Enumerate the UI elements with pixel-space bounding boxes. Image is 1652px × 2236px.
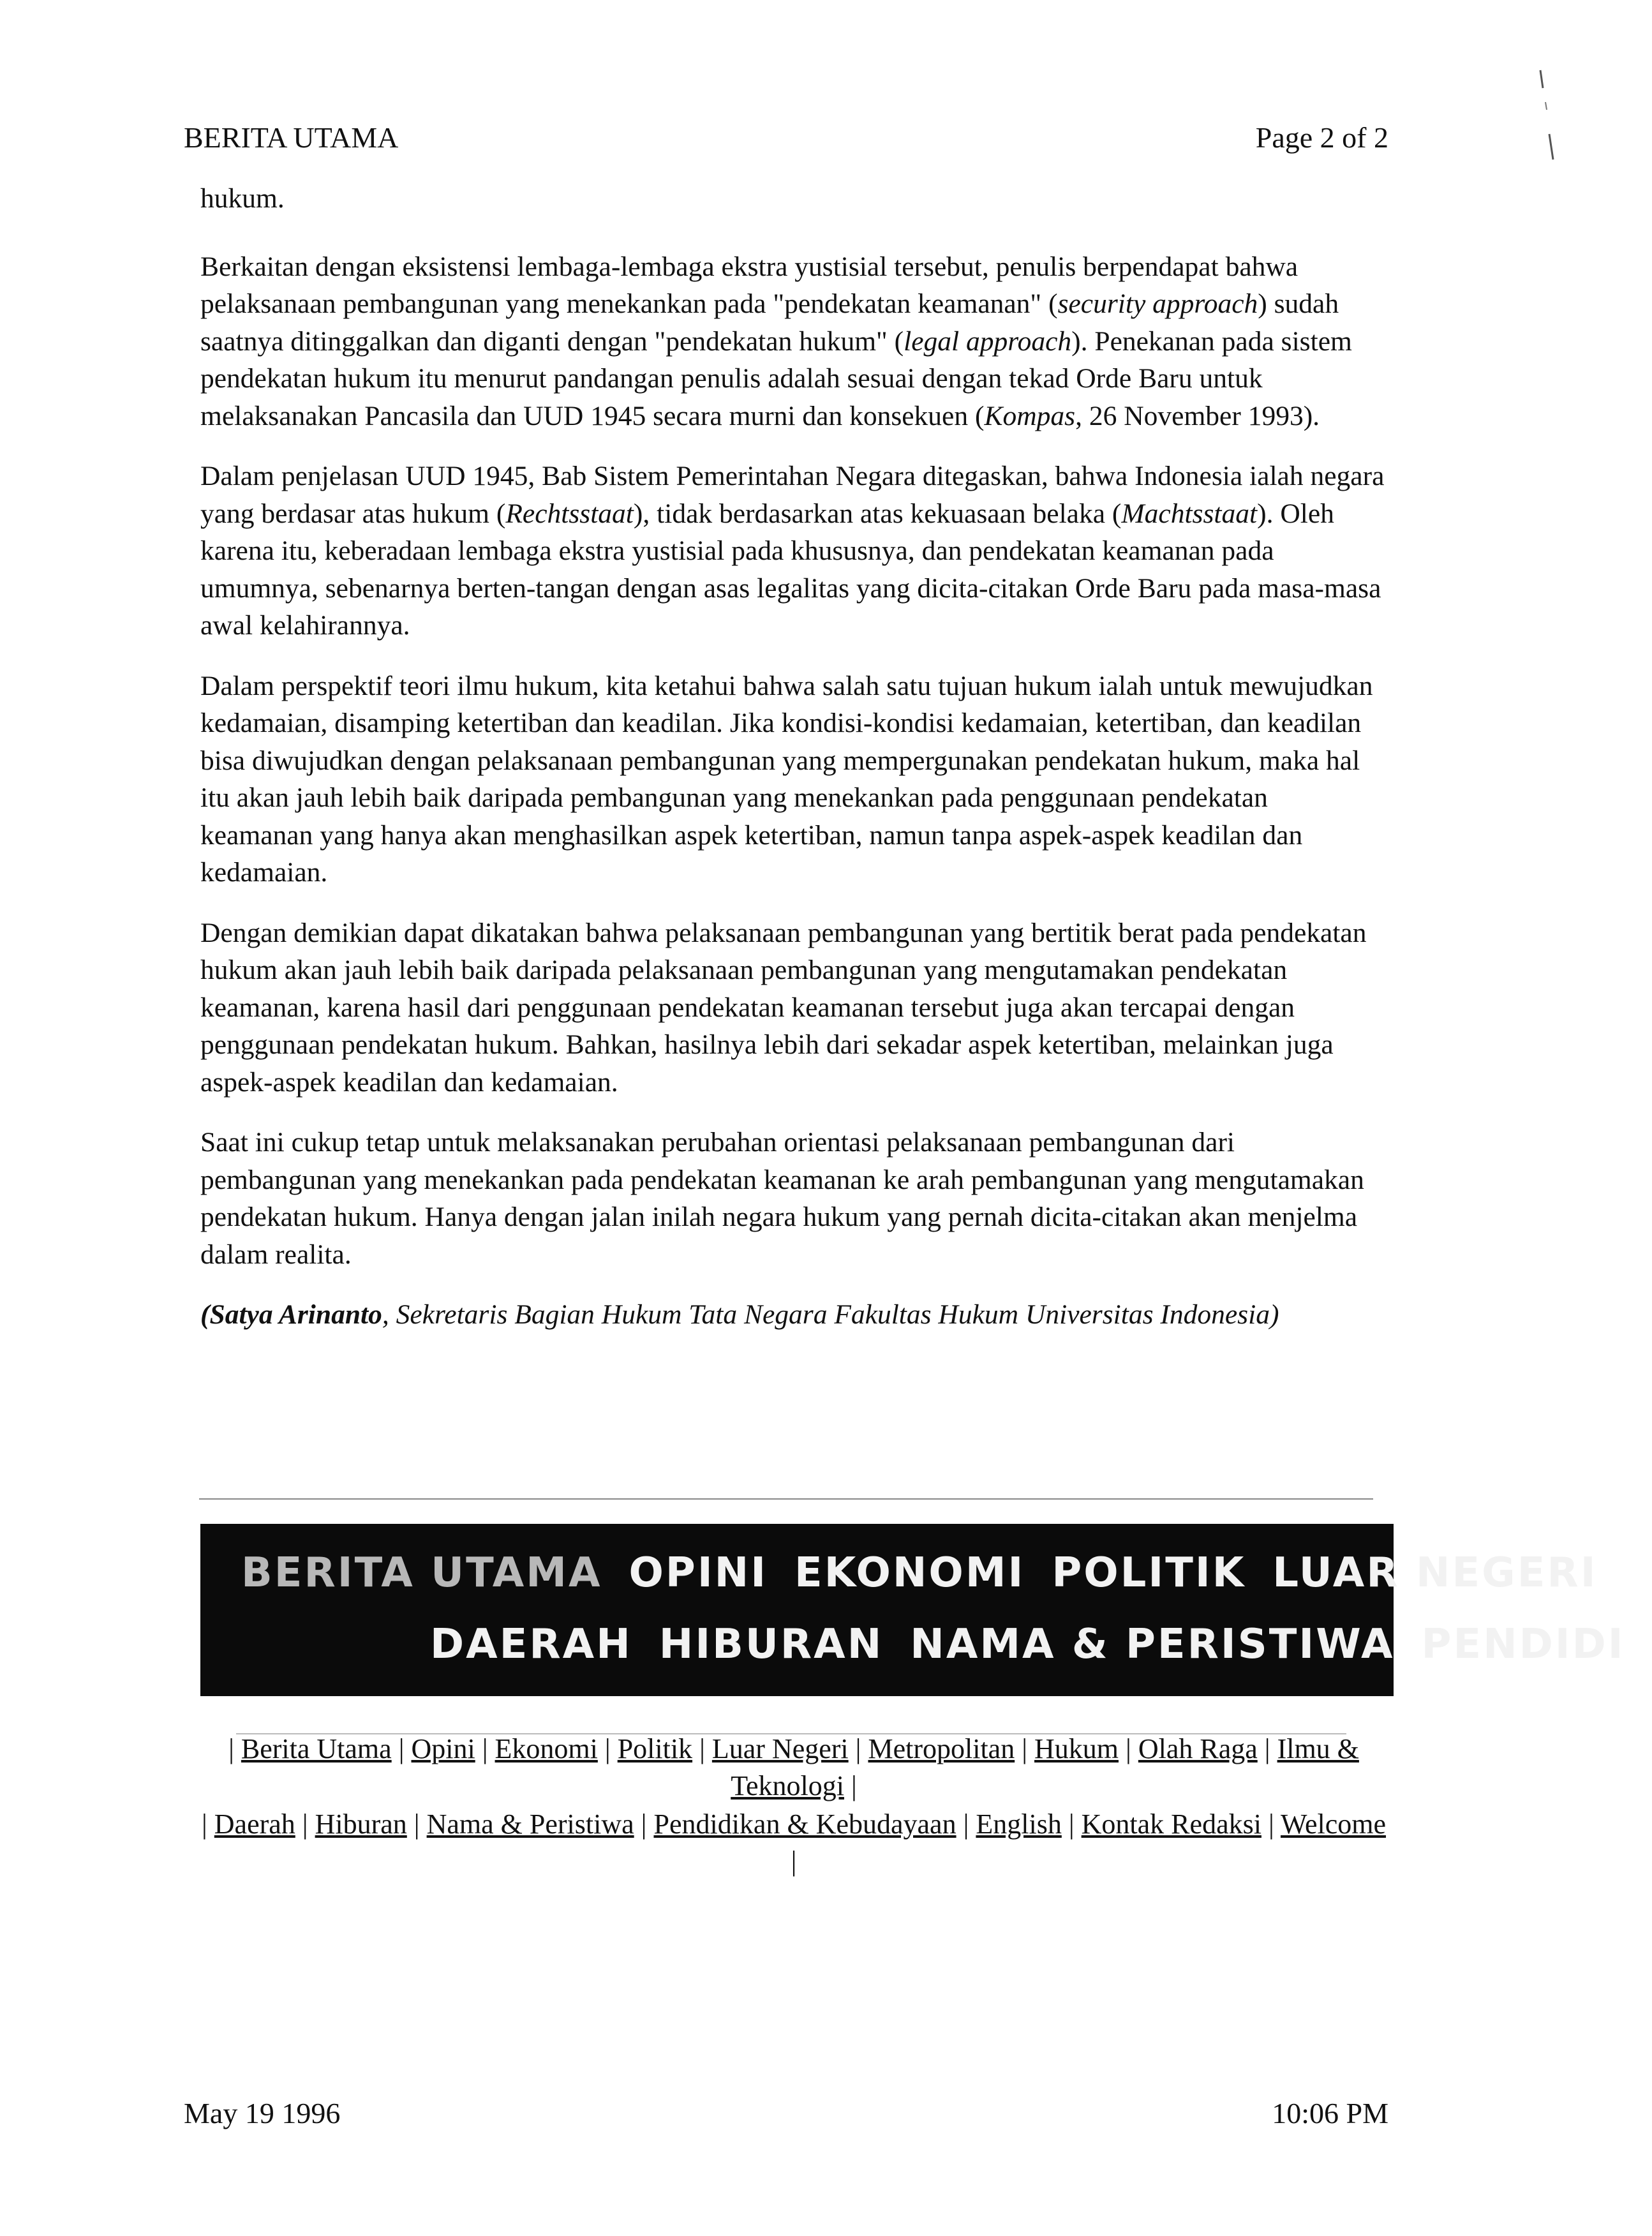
banner-item-ekonomi[interactable]: EKONOMI xyxy=(794,1549,1025,1597)
banner-row-1 xyxy=(241,1549,1625,1597)
nav-link-metropolitan[interactable]: Metropolitan xyxy=(868,1733,1015,1764)
banner-item-nama-and-peristiwa[interactable]: NAMA & PERISTIWA xyxy=(910,1621,1395,1668)
banner-item-berita-utama[interactable]: BERITA UTAMA xyxy=(241,1549,602,1597)
banner-item-pendidi[interactable]: PENDIDI xyxy=(1421,1621,1625,1668)
article-body xyxy=(200,180,1387,1357)
header-section-title: BERITA UTAMA xyxy=(184,121,399,154)
italic-term: legal approach xyxy=(904,325,1072,357)
nav-link-nama-and-peristiwa[interactable]: Nama & Peristiwa xyxy=(426,1808,634,1840)
banner-item-opini[interactable]: OPINI xyxy=(629,1549,768,1597)
italic-term: Kompas xyxy=(984,400,1076,431)
nav-link-hukum[interactable]: Hukum xyxy=(1034,1733,1119,1764)
text: , 26 November 1993). xyxy=(1075,400,1320,431)
banner-row-2 xyxy=(430,1621,1652,1668)
nav-links-line-1: | Berita Utama | Opini | Ekonomi | Politik | Luar Negeri | Metropolitan | Hukum | Olah Raga | Ilmu & Teknologi | xyxy=(228,1733,1359,1801)
paragraph-3: Dalam perspektif teori ilmu hukum, kita ketahui bahwa salah satu tujuan hukum ialah untuk mewujudkan kedamaian, disamping ketertiban dan keadilan. Jika kondisi-kondisi kedamaian, ketertiban, dan keadilan bisa diwujudkan dengan pelaksanaan pembangunan yang mempergunakan pendekatan hukum, maka hal itu akan jauh lebih baik daripada pembangunan yang menekankan pada penggunaan pendekatan keamanan yang hanya akan menghasilkan aspek ketertiban, namun tanpa aspek-aspek keadilan dan kedamaian. xyxy=(200,670,1373,888)
section-banner xyxy=(200,1524,1625,1696)
banner-item-hiburan[interactable]: HIBURAN xyxy=(659,1621,884,1668)
nav-link-olah-raga[interactable]: Olah Raga xyxy=(1138,1733,1258,1764)
text: ), tidak berdasarkan atas kekuasaan belaka ( xyxy=(633,498,1122,529)
header-page-number: Page 2 of 2 xyxy=(1255,121,1388,154)
text: ( xyxy=(200,1299,210,1330)
footer-date: May 19 1996 xyxy=(184,2097,341,2129)
nav-link-hiburan[interactable]: Hiburan xyxy=(315,1808,407,1840)
scan-artifact-marks xyxy=(1534,64,1559,172)
nav-link-ekonomi[interactable]: Ekonomi xyxy=(495,1733,598,1764)
paragraph-4: Dengan demikian dapat dikatakan bahwa pelaksanaan pembangunan yang bertitik berat pada pendekatan hukum akan jauh lebih baik daripada pelaksanaan pembangunan yang mengutamakan pendekatan keamanan, karena hasil dari penggunaan pendekatan keamanan tersebut juga akan tercapai dengan penggunaan pendekatan hukum. Bahkan, hasilnya lebih dari sekadar aspek ketertiban, melainkan juga aspek-aspek keadilan dan kedamaian. xyxy=(200,917,1367,1098)
author-affiliation: , Sekretaris Bagian Hukum Tata Negara Fakultas Hukum Universitas Indonesia) xyxy=(382,1299,1279,1330)
text: ). Penekanan pada sistem pendekatan hukum itu menurut pandangan penulis adalah sesuai dengan tekad Orde Baru untuk melaksanakan Pancasila dan UUD 1945 secara murni dan konsekuen ( xyxy=(200,325,1352,431)
italic-term: security approach xyxy=(1057,288,1258,319)
text: Dalam penjelasan UUD 1945, Bab Sistem Pemerintahan Negara ditegaskan, bahwa Indonesia ialah negara yang berdasar atas hukum ( xyxy=(200,461,1385,529)
nav-link-english[interactable]: English xyxy=(976,1808,1062,1840)
italic-term: Machtsstaat xyxy=(1121,498,1258,529)
italic-term: Rechtsstaat xyxy=(505,498,634,529)
banner-item-politik[interactable]: POLITIK xyxy=(1052,1549,1246,1597)
nav-link-kontak-redaksi[interactable]: Kontak Redaksi xyxy=(1081,1808,1261,1840)
text: ). Oleh karena itu, keberadaan lembaga ekstra yustisial pada khususnya, dan pendekatan keamanan pada umumnya, sebenarnya berten-tangan dengan asas legalitas yang dicita-citakan Orde Baru pada masa-masa awal kelahirannya. xyxy=(200,498,1381,641)
banner-item-luar-negeri[interactable]: LUAR NEGERI xyxy=(1272,1549,1598,1597)
paragraph-1 xyxy=(200,248,1387,435)
author-name: Satya Arinanto xyxy=(209,1299,382,1330)
banner-item-daerah[interactable]: DAERAH xyxy=(430,1621,632,1668)
paragraph-5: Saat ini cukup tetap untuk melaksanakan perubahan orientasi pelaksanaan pembangunan dari pembangunan yang menekankan pada pendekatan keamanan ke arah pembangunan yang mengutamakan pendekatan hukum. Hanya dengan jalan inilah negara hukum yang pernah dicita-citakan akan menjelma dalam realita. xyxy=(200,1127,1364,1270)
text: ) sudah saatnya ditinggalkan dan diganti dengan "pendekatan hukum" ( xyxy=(200,288,1339,357)
divider xyxy=(199,1498,1373,1500)
nav-link-daerah[interactable]: Daerah xyxy=(214,1808,295,1840)
paragraph-2 xyxy=(200,458,1387,645)
nav-links-line-2: | Daerah | Hiburan | Nama & Peristiwa | Pendidikan & Kebudayaan | English | Kontak Redaksi | Welcome | xyxy=(201,1808,1387,1877)
nav-link-opini[interactable]: Opini xyxy=(411,1733,475,1764)
paragraph-0: hukum. xyxy=(200,183,285,214)
nav-link-ilmu-and-teknologi[interactable]: Ilmu & Teknologi xyxy=(731,1733,1359,1801)
footer-time: 10:06 PM xyxy=(1272,2097,1388,2129)
nav-link-luar-negeri[interactable]: Luar Negeri xyxy=(711,1733,849,1764)
nav-link-berita-utama[interactable]: Berita Utama xyxy=(241,1733,392,1764)
nav-link-politik[interactable]: Politik xyxy=(617,1733,693,1764)
nav-link-welcome[interactable]: Welcome xyxy=(1280,1808,1387,1840)
nav-link-pendidikan-and-kebudayaan[interactable]: Pendidikan & Kebudayaan xyxy=(653,1808,956,1840)
text: Berkaitan dengan eksistensi lembaga-lembaga ekstra yustisial tersebut, penulis berpendapat bahwa pelaksanaan pembangunan yang menekankan pada "pendekatan keamanan" ( xyxy=(200,251,1299,319)
author-signature xyxy=(200,1296,1387,1334)
